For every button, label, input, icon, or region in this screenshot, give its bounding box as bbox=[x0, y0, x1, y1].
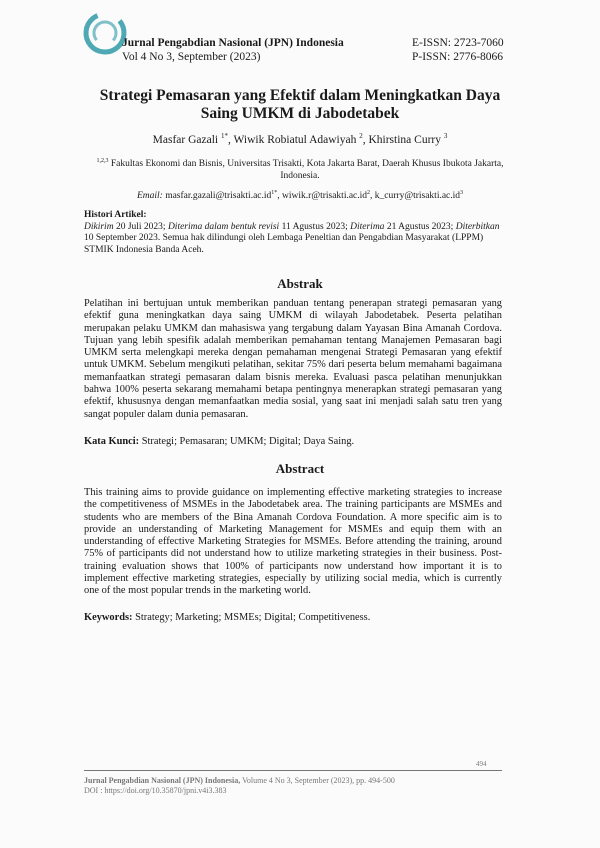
journal-name: Jurnal Pengabdian Nasional (JPN) Indonesia bbox=[122, 37, 344, 49]
footer-volume: Volume 4 No 3, September (2023), pp. 494-500 bbox=[242, 776, 395, 785]
pissn: P-ISSN: 2776-8066 bbox=[412, 51, 504, 63]
page-number: 494 bbox=[476, 760, 487, 768]
author-sup: 3 bbox=[443, 132, 448, 140]
dikirim-label: Dikirim bbox=[84, 221, 114, 232]
journal-header bbox=[122, 36, 344, 64]
affiliation bbox=[90, 155, 510, 182]
dikirim-date: 20 Juli 2023; bbox=[115, 221, 166, 232]
terbit-label: Diterbitkan bbox=[455, 221, 500, 232]
history-title: Histori Artikel: bbox=[84, 210, 147, 220]
diterima-label: Diterima bbox=[350, 221, 385, 232]
title-line-1: Strategi Pemasaran yang Efektif dalam Meningkatkan Daya bbox=[99, 87, 501, 104]
paper-title bbox=[60, 87, 540, 123]
footer-doi[interactable]: DOI : https://doi.org/10.35870/jpni.v4i3.383 bbox=[84, 786, 227, 795]
footer-divider bbox=[84, 770, 502, 771]
email-2[interactable]: wiwik.r@trisakti.ac.id bbox=[282, 191, 368, 202]
affiliation-line-2: Indonesia. bbox=[280, 171, 320, 182]
abstrak-heading: Abstrak bbox=[277, 276, 323, 291]
email-3[interactable]: k_curry@trisakti.ac.id bbox=[374, 191, 461, 202]
abstrak-text: Pelatihan ini bertujuan untuk memberikan panduan tentang penerapan strategi pemasaran yang efektif guna meningkatkan daya saing UMKM di wilayah Jabodetabek. Peserta pelatihan merupakan pelaku UMKM dan mahasiswa yang tergabung dalam Yayasan Bina Amanah Cordova. Tujuan yang lebih spesifik adalah memberikan pemahaman tentang Manajemen Pemasaran bagi UMKM serta melengkapi mereka dengan pemahaman mengenai Strategi Pemasaran yang efektif untuk UMKM. Sebelum mengikuti pelatihan, sekitar 75% dari peserta belum memahami bagaimana memanfaatkan strategi pemasaran dalam bisnis mereka. Evaluasi pasca pelatihan menunjukkan bahwa 100% peserta sekarang memahami betapa pentingnya menerapkan strategi pemasaran yang efektif, khususnya dengan memanfaatkan media sosial, yang saat ini menjadi salah satu tren yang sangat populer dalam dunia pemasaran. bbox=[84, 298, 502, 420]
email-sup: 3 bbox=[460, 190, 464, 196]
email-sup: 2 bbox=[367, 190, 371, 196]
kata-kunci-text: Strategi; Pemasaran; UMKM; Digital; Daya Saing. bbox=[141, 436, 355, 447]
affiliation-line-1: Fakultas Ekonomi dan Bisnis, Universitas Trisakti, Kota Jakarta Barat, Daerah Khusus Ibukota Jakarta, bbox=[110, 159, 504, 170]
terbit-text: 10 September 2023. Semua hak dilindungi oleh Lembaga Peneltian dan Pengabdian Masyarakat (LPPM) STMIK Indonesia Banda Aceh. bbox=[84, 233, 484, 255]
abstract-heading: Abstract bbox=[275, 461, 325, 476]
kata-kunci-label: Kata Kunci: bbox=[84, 436, 140, 447]
email-sup: 1* bbox=[271, 190, 278, 196]
revisi-date: 11 Agustus 2023; bbox=[281, 221, 348, 232]
author-list: Masfar Gazali $^{1*}$, Wiwik Robiatul Adawiyah $^2$, Khirstina Curry $^3$ bbox=[152, 132, 448, 146]
email-line: Email: $masfar.gazali@trisakti.ac.id^{1*}$, $wiwik.r@trisakti.ac.id^2$, $k\_curry@trisakti.ac.id^3$ bbox=[136, 190, 464, 202]
email-1[interactable]: masfar.gazali@trisakti.ac.id bbox=[165, 191, 272, 202]
author-name: Masfar Gazali bbox=[152, 133, 219, 146]
revisi-label: Diterima dalam bentuk revisi bbox=[167, 221, 280, 232]
author-name: Khirstina Curry bbox=[368, 133, 441, 146]
page-footer bbox=[84, 776, 514, 796]
article-history bbox=[84, 210, 502, 256]
footer-citation bbox=[84, 776, 514, 786]
diterima-date: 21 Agustus 2023; bbox=[386, 221, 454, 232]
kata-kunci bbox=[84, 436, 502, 447]
affiliation-sup: 1,2,3 bbox=[96, 158, 109, 164]
eissn: E-ISSN: 2723-7060 bbox=[412, 37, 504, 49]
abstract-text: This training aims to provide guidance on implementing effective marketing strategies to increase the competitiveness of MSMEs in the Jabodetabek area. The training participants are MSMEs and students who are members of the Bina Amanah Cordova Foundation. A more specific aim is to provide an understanding of Marketing Management for MSMEs and equip them with an understanding of effective Marketing Strategies for MSMEs. Before attending the training, around 75% of participants did not understand how to utilize marketing strategies in their business. Post-training evaluation shows that 100% of participants now understand how important it is to implement effective marketing strategies, especially by utilizing social media, which is currently one of the most popular trends in the marketing world. bbox=[84, 487, 502, 597]
footer-journal: Jurnal Pengabdian Nasional (JPN) Indonesia, bbox=[84, 776, 241, 785]
author-sup: 2 bbox=[359, 132, 363, 140]
keywords-text: Strategy; Marketing; MSMEs; Digital; Competitiveness. bbox=[135, 612, 371, 623]
keywords bbox=[84, 612, 502, 623]
issn-block bbox=[412, 36, 504, 64]
keywords-label: Keywords: bbox=[84, 612, 133, 623]
email-label: Email: bbox=[136, 191, 163, 202]
title-line-2: Saing UMKM di Jabodetabek bbox=[200, 105, 400, 122]
journal-volume: Vol 4 No 3, September (2023) bbox=[122, 51, 261, 63]
author-name: Wiwik Robiatul Adawiyah bbox=[233, 133, 357, 146]
history-body bbox=[84, 222, 502, 257]
author-sup: 1* bbox=[220, 132, 228, 140]
